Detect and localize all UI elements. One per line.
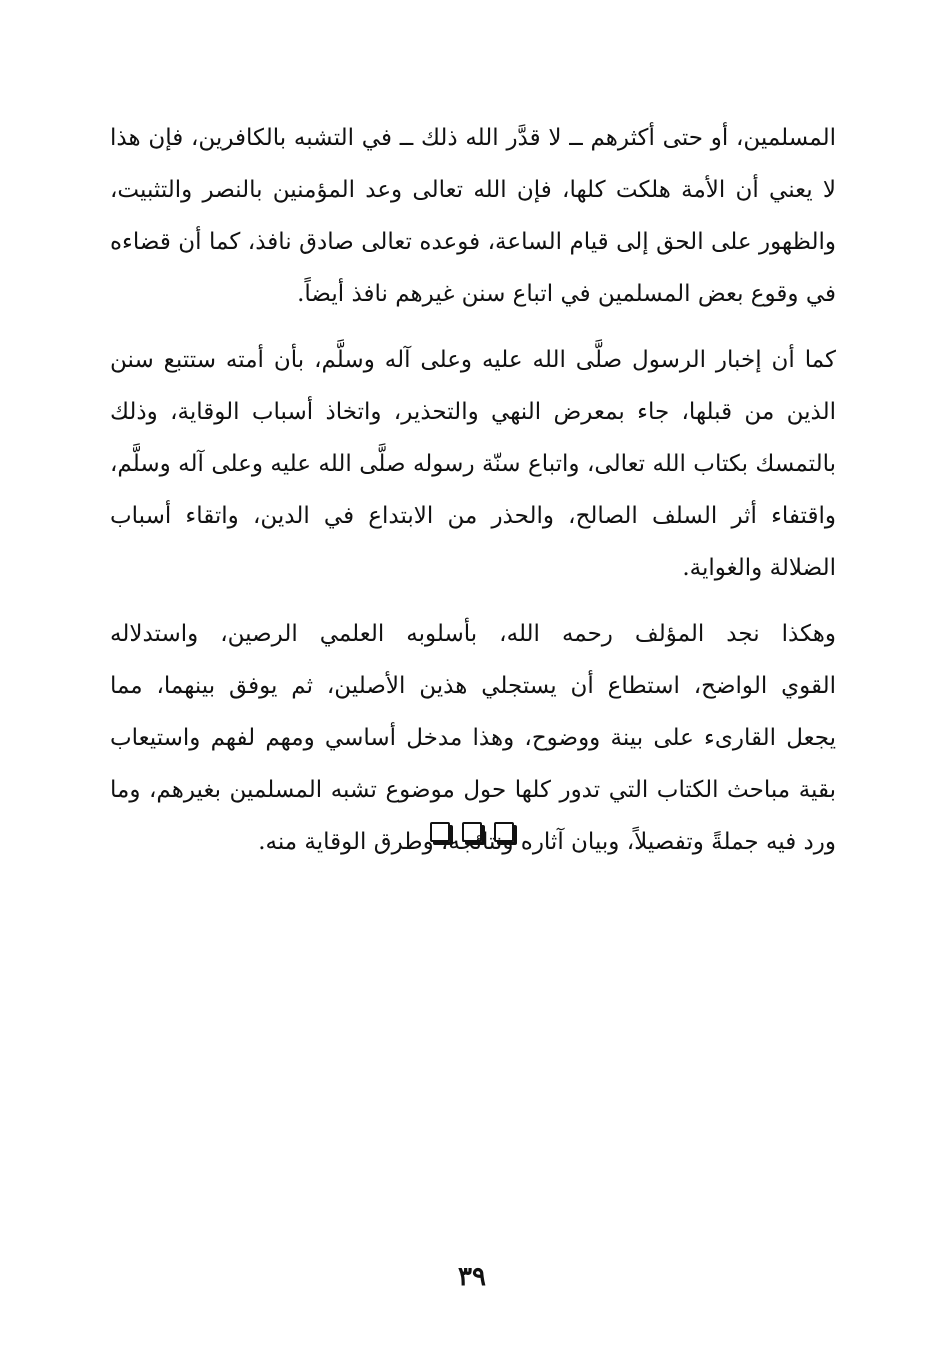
body-text <box>110 112 836 868</box>
text-line: بالتمسك بكتاب الله تعالى، واتباع سنّة رسوله صلَّى الله عليه وعلى آله وسلَّم، <box>110 451 836 477</box>
text-line: يجعل القارىء على بينة ووضوح، وهذا مدخل أساسي ومهم لفهم واستيعاب <box>110 725 836 751</box>
square-box-icon <box>494 822 514 842</box>
paragraph-2 <box>110 334 836 594</box>
paragraph-spacer <box>110 594 836 608</box>
text-line: لا يعني أن الأمة هلكت كلها، فإن الله تعالى وعد المؤمنين بالنصر والتثبيت، <box>110 177 836 203</box>
square-box-icon <box>430 822 450 842</box>
section-end-ornament <box>0 822 944 842</box>
text-line: في وقوع بعض المسلمين في اتباع سنن غيرهم نافذ أيضاً. <box>297 281 836 307</box>
text-line: وهكذا نجد المؤلف رحمه الله، بأسلوبه العلمي الرصين، واستدلاله <box>110 621 836 647</box>
text-line: المسلمين، أو حتى أكثرهم ــ لا قدَّر الله ذلك ــ في التشبه بالكافرين، فإن هذا <box>110 125 836 151</box>
text-line: القوي الواضح، استطاع أن يستجلي هذين الأصلين، ثم يوفق بينهما، مما <box>110 673 836 699</box>
page-number: ٣٩ <box>458 1262 486 1292</box>
square-box-icon <box>462 822 482 842</box>
text-line: كما أن إخبار الرسول صلَّى الله عليه وعلى آله وسلَّم، بأن أمته ستتبع سنن <box>110 347 836 373</box>
text-line: واقتفاء أثر السلف الصالح، والحذر من الابتداع في الدين، واتقاء أسباب <box>110 503 836 529</box>
text-line: الضلالة والغواية. <box>682 555 836 581</box>
text-line: ورد فيه جملةً وتفصيلاً، وبيان آثاره ونتائجه، وطرق الوقاية منه. <box>258 829 836 855</box>
paragraph-spacer <box>110 320 836 334</box>
text-line: بقية مباحث الكتاب التي تدور كلها حول موضوع تشبه المسلمين بغيرهم، وما <box>110 777 836 803</box>
text-line: والظهور على الحق إلى قيام الساعة، فوعده تعالى صادق نافذ، كما أن قضاءه <box>110 229 836 255</box>
paragraph-1 <box>110 112 836 320</box>
text-line: الذين من قبلها، جاء بمعرض النهي والتحذير، واتخاذ أسباب الوقاية، وذلك <box>110 399 836 425</box>
